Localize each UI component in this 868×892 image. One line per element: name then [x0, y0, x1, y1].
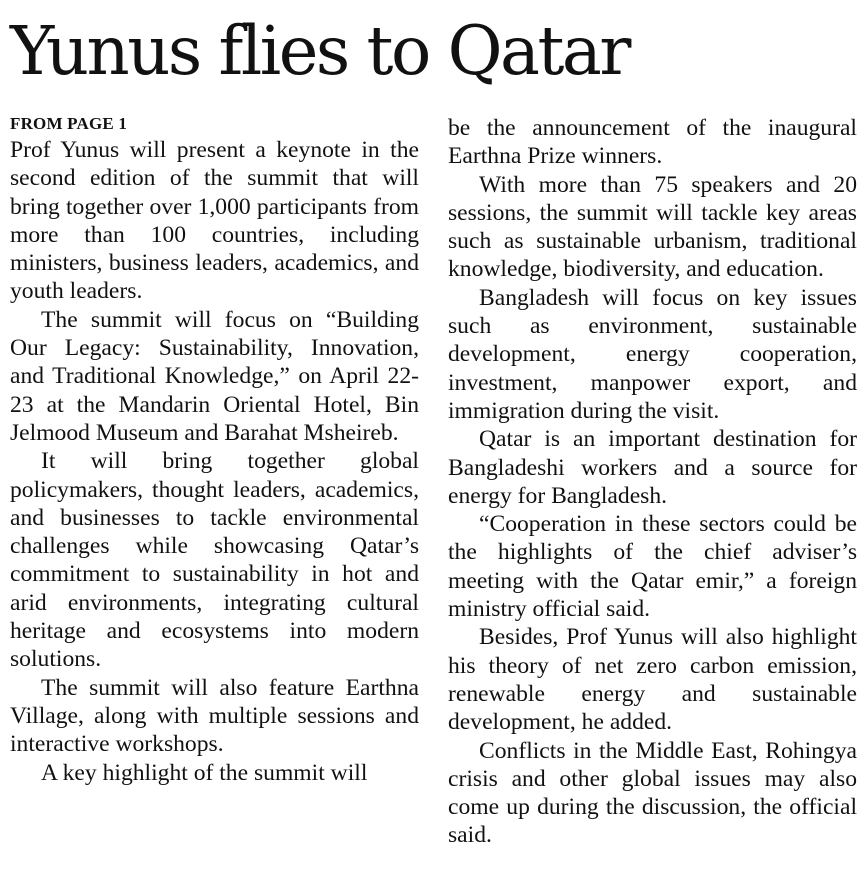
- paragraph-continued: be the announcement of the inaugural Earthna Prize winners.: [448, 115, 857, 170]
- paragraph: “Cooperation in these sectors could be the highlights of the chief adviser’s meeting with the Qatar emir,” a foreign ministry official said.: [448, 511, 857, 623]
- article-column-right: [448, 114, 857, 850]
- headline: Yunus flies to Qatar: [10, 12, 629, 90]
- paragraph: It will bring together global policymakers, thought leaders, academics, and businesses to tackle environmental challenges while showcasing Qatar’s commitment to sustainability in hot and arid environments, integrating cultural heritage and ecosystems into modern solutions.: [10, 448, 419, 673]
- paragraph: Conflicts in the Middle East, Rohingya crisis and other global issues may also come up during the discussion, the official said.: [448, 737, 857, 849]
- paragraph: Qatar is an important destination for Bangladeshi workers and a source for energy for Bangladesh.: [448, 426, 857, 509]
- dateline: FROM PAGE 1: [10, 114, 128, 133]
- paragraph: Besides, Prof Yunus will also highlight his theory of net zero carbon emission, renewable energy and sustainable development, he added.: [448, 624, 857, 736]
- paragraph: The summit will also feature Earthna Village, along with multiple sessions and interactive workshops.: [10, 674, 419, 758]
- paragraph: A key highlight of the summit will: [41, 759, 368, 786]
- paragraph: Prof Yunus will present a keynote in the second edition of the summit that will bring together over 1,000 participants from more than 100 countries, including ministers, business leaders, academics, and youth leaders.: [10, 137, 419, 305]
- paragraph: Bangladesh will focus on key issues such as environment, sustainable development, energy cooperation, investment, manpower export, and immigration during the visit.: [448, 284, 857, 424]
- paragraph: With more than 75 speakers and 20 sessions, the summit will tackle key areas such as sustainable urbanism, traditional knowledge, biodiversity, and education.: [448, 171, 857, 283]
- article-column-left: [10, 112, 419, 787]
- paragraph: The summit will focus on “Building Our Legacy: Sustainability, Innovation, and Traditional Knowledge,” on April 22-23 at the Mandarin Oriental Hotel, Bin Jelmood Museum and Barahat Msheireb.: [10, 306, 419, 446]
